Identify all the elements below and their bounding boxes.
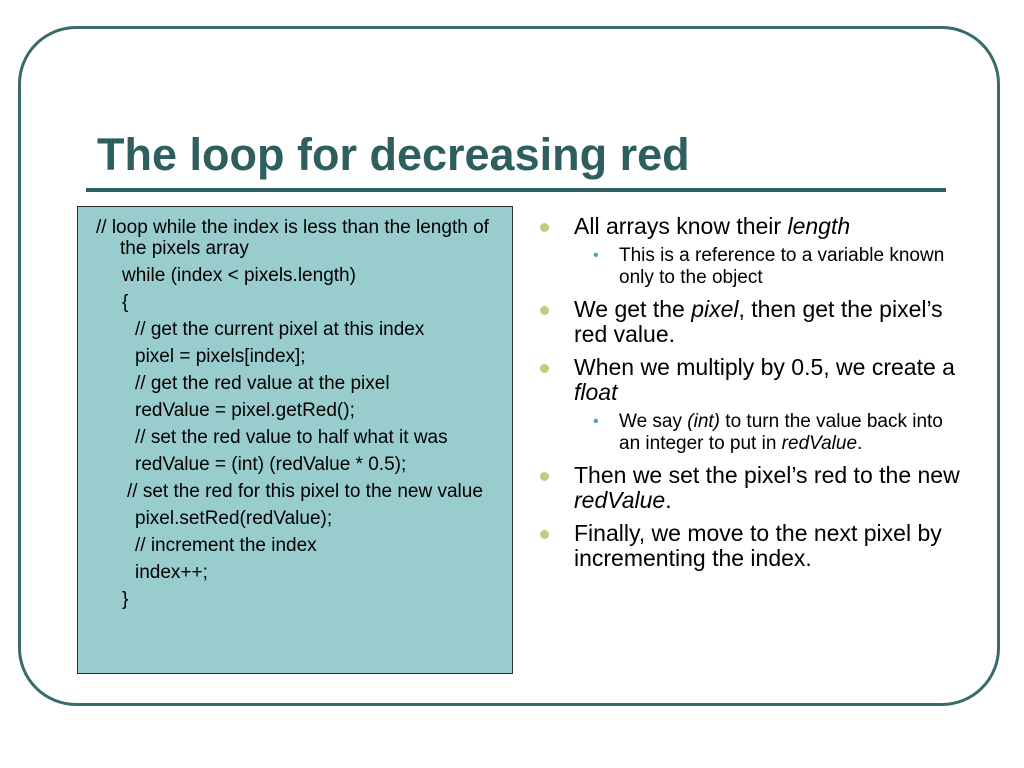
code-line: // increment the index <box>135 535 317 556</box>
bullet-text: , then get the pixel’s red value. <box>574 296 943 347</box>
sub-bullet-emphasis: (int) <box>687 411 721 432</box>
title-underline <box>86 188 946 192</box>
code-line: } <box>122 589 129 610</box>
bullet-item <box>540 297 960 347</box>
sub-bullet-dot-icon: • <box>593 247 599 264</box>
code-block <box>77 206 513 674</box>
bullet-item <box>540 463 960 513</box>
code-line: // set the red value to half what it was <box>135 427 448 448</box>
code-line: pixel = pixels[index]; <box>135 346 306 367</box>
bullet-text: All arrays know their <box>574 213 788 239</box>
bullet-text: Finally, we move to the next pixel by incrementing the index. <box>574 520 942 571</box>
code-line: // get the current pixel at this index <box>135 319 425 340</box>
code-line: redValue = (int) (redValue * 0.5); <box>135 454 407 475</box>
code-line: while (index < pixels.length) <box>122 265 356 286</box>
slide-title: The loop for decreasing red <box>97 129 690 180</box>
bullet-dot-icon <box>540 530 549 539</box>
code-line: // loop while the index is less than the length of the pixels array <box>96 217 489 259</box>
bullet-text: When we multiply by 0.5, we create a <box>574 354 955 380</box>
sub-bullet-text: . <box>857 433 863 454</box>
bullet-emphasis: pixel <box>691 296 739 322</box>
bullet-text: . <box>665 487 672 513</box>
bullet-text: Then we set the pixel’s red to the new <box>574 462 960 488</box>
bullet-item <box>540 521 960 571</box>
code-line: // set the red for this pixel to the new value <box>127 481 483 502</box>
sub-bullet-item <box>540 411 960 455</box>
code-line: pixel.setRed(redValue); <box>135 508 333 529</box>
code-line: index++; <box>135 562 208 583</box>
sub-bullet-text: We say <box>619 411 688 432</box>
bullet-dot-icon <box>540 472 549 481</box>
sub-bullet-item <box>540 245 960 289</box>
sub-bullet-text: to turn the value back into an integer to put in <box>619 411 943 454</box>
bullet-emphasis: float <box>574 379 618 405</box>
bullet-list <box>540 214 960 579</box>
bullet-dot-icon <box>540 223 549 232</box>
bullet-dot-icon <box>540 306 549 315</box>
bullet-item <box>540 214 960 239</box>
code-line: { <box>122 292 129 313</box>
bullet-emphasis: redValue <box>574 487 666 513</box>
code-line: // get the red value at the pixel <box>135 373 390 394</box>
bullet-emphasis: length <box>787 213 851 239</box>
code-line: redValue = pixel.getRed(); <box>135 400 355 421</box>
bullet-text: We get the <box>574 296 692 322</box>
sub-bullet-dot-icon: • <box>593 413 599 430</box>
sub-bullet-emphasis: redValue <box>781 433 858 454</box>
bullet-dot-icon <box>540 364 549 373</box>
bullet-item <box>540 355 960 405</box>
sub-bullet-text: This is a reference to a variable known only to the object <box>619 245 945 288</box>
